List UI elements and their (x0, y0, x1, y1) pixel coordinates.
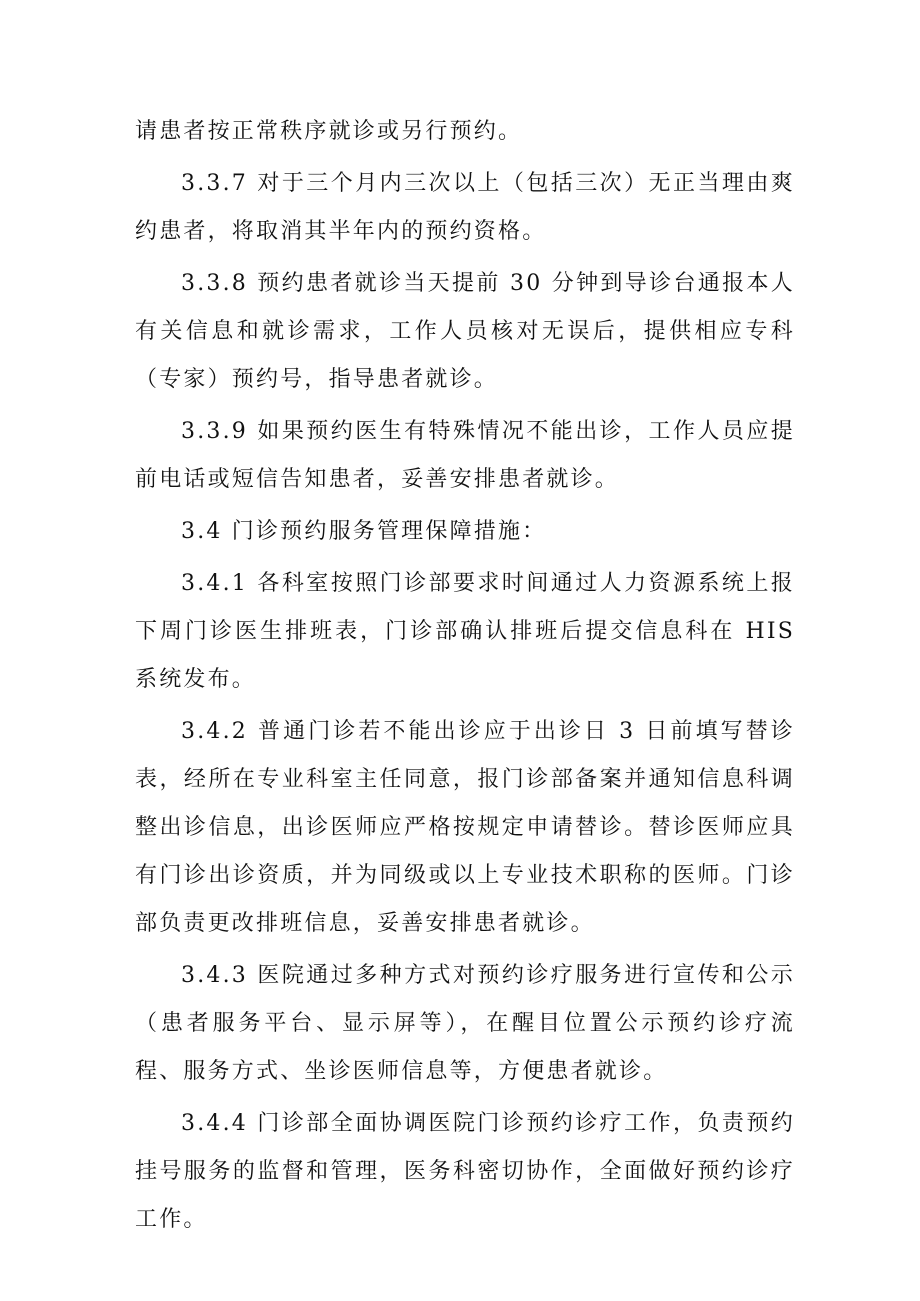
paragraph-3-3-9: 3.3.9 如果预约医生有特殊情况不能出诊，工作人员应提前电话或短信告知患者，妥善安排患者就诊。 (135, 419, 795, 492)
paragraph-3-3-8: 3.3.8 预约患者就诊当天提前 30 分钟到导诊台通报本人有关信息和就诊需求，工作人员核对无误后，提供相应专科（专家）预约号，指导患者就诊。 (135, 271, 795, 392)
paragraph-3-3-7: 3.3.7 对于三个月内三次以上（包括三次）无正当理由爽约患者，将取消其半年内的预约资格。 (135, 171, 795, 244)
paragraph-3-4-3: 3.4.3 医院通过多种方式对预约诊疗服务进行宣传和公示（患者服务平台、显示屏等），在醒目位置公示预约诊疗流程、服务方式、坐诊医师信息等，方便患者就诊。 (135, 963, 795, 1084)
paragraph-continuation: 请患者按正常秩序就诊或另行预约。 (135, 119, 523, 144)
paragraph-3-4-2: 3.4.2 普通门诊若不能出诊应于出诊日 3 日前填写替诊表，经所在专业科室主任同意，报门诊部备案并通知信息科调整出诊信息，出诊医师应严格按规定申请替诊。替诊医师应具有门诊出诊资质，并为同级或以上专业技术职称的医师。门诊部负责更改排班信息，妥善安排患者就诊。 (135, 719, 795, 936)
document-body (135, 108, 795, 1248)
section-heading-3-4: 3.4 门诊预约服务管理保障措施： (181, 519, 547, 544)
paragraph-3-4-1: 3.4.1 各科室按照门诊部要求时间通过人力资源系统上报下周门诊医生排班表，门诊部确认排班后提交信息科在 HIS 系统发布。 (135, 571, 795, 692)
paragraph-3-4-4: 3.4.4 门诊部全面协调医院门诊预约诊疗工作，负责预约挂号服务的监督和管理，医务科密切协作，全面做好预约诊疗工作。 (135, 1111, 795, 1232)
